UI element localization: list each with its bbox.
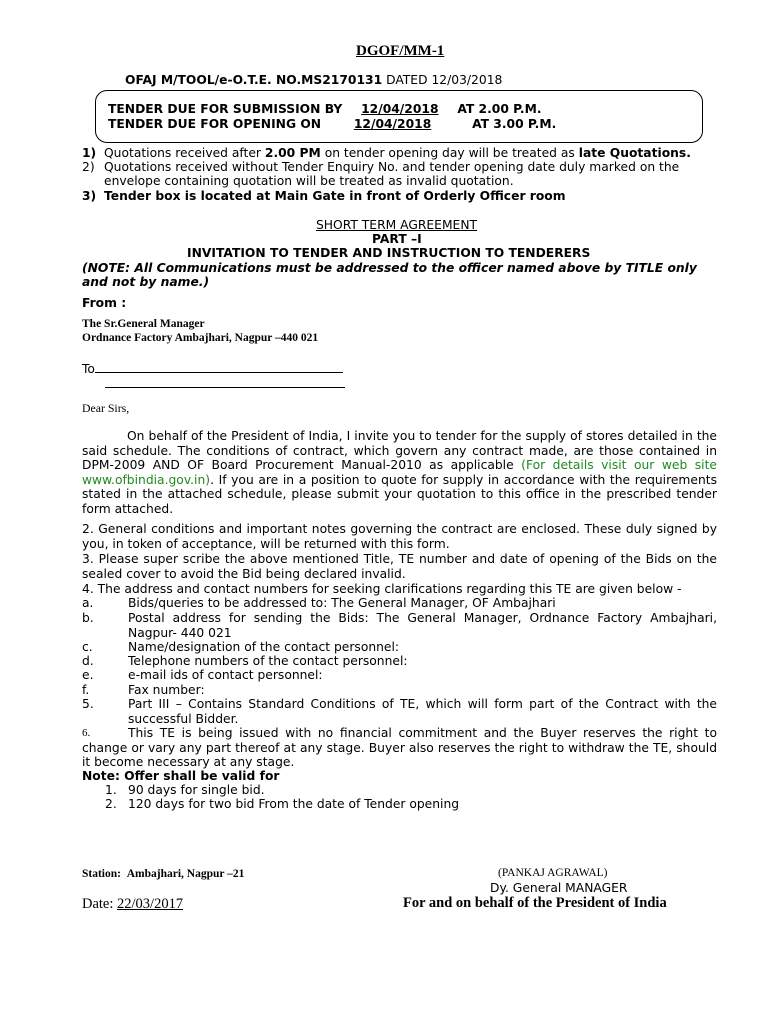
contact-key-a: a. [82,596,94,610]
contact-key-d: d. [82,654,94,668]
date-label: Date: [82,896,114,912]
to-line-2 [105,375,345,391]
from-line1: The Sr.General Manager [82,318,205,330]
dated-value: 12/03/2018 [431,73,503,87]
body-paragraph-4: 4. The address and contact numbers for seeking clarifications regarding this TE are given below - [82,582,682,596]
submission-line [108,102,542,116]
agreement-title: SHORT TERM AGREEMENT [316,218,478,232]
note-2-line2: envelope containing quotation will be treated as invalid quotation. [104,174,514,188]
note-3: Tender box is located at Main Gate in front of Orderly Officer room [104,189,566,203]
note-line1: (NOTE: All Communications must be addressed to the officer named above by TITLE only [82,261,697,275]
contact-key-c: c. [82,640,93,654]
signatory-name: (PANKAJ AGRAWAL) [498,867,608,879]
validity-key-2: 2. [105,797,117,811]
contact-item-c: Name/designation of the contact personnel: [128,640,400,654]
contact-key-e: e. [82,668,94,682]
salutation: Dear Sirs, [82,401,130,415]
opening-label: TENDER DUE FOR OPENING ON [108,117,322,131]
opening-date: 12/04/2018 [353,117,432,131]
submission-time: AT 2.00 P.M. [457,102,542,116]
from-label: From : [82,296,127,310]
item-6: This TE is being issued with no financial commitment and the Buyer reserves the right to change or vary any part thereof at any stage. Buyer also reserves the right to withdraw the TE, should it become necessary at any stage. [82,726,717,770]
opening-line [108,117,556,131]
station-label: Station: [82,868,121,880]
contact-item-f: Fax number: [128,683,205,697]
submission-label: TENDER DUE FOR SUBMISSION BY [108,102,343,116]
note-3-num: 3) [82,189,97,203]
date-line [82,896,183,913]
form-number: DGOF/MM-1 [356,43,445,59]
reference-number: OFAJ M/TOOL/e-O.T.E. NO.MS2170131 [125,73,383,87]
to-blank-2 [105,375,345,388]
validity-heading: Note: Offer shall be valid for [82,769,280,783]
contact-item-d: Telephone numbers of the contact personnel: [128,654,408,668]
to-label: To [82,362,95,376]
contact-item-e: e-mail ids of contact personnel: [128,668,323,682]
body-paragraph-3: 3. Please super scribe the above mentioned Title, TE number and date of opening of the Bids on the sealed cover to avoid the Bid being declared invalid. [82,552,717,581]
validity-key-1: 1. [105,783,117,797]
body-paragraph-1: On behalf of the President of India, I invite you to tender for the supply of stores detailed in the said schedule. The conditions of contract, which govern any contract made, are those contained in DPM-2009 AND OF Board Procurement Manual-2010 as applicable (For details visit our web site www.ofbindia.gov.in). If you are in a position to quote for supply in accordance with the requirements stated in the attached schedule, please submit your quotation to this office in the prescribed tender form attached. [82,429,717,516]
station-value: Ambajhari, Nagpur –21 [126,868,245,880]
contact-key-5: 5. [82,697,94,711]
contact-item-b: Postal address for sending the Bids: The General Manager, Ordnance Factory Ambajhari, Nagpur- 440 021 [128,611,717,640]
validity-item-1: 90 days for single bid. [128,783,265,797]
contact-item-5: Part III – Contains Standard Conditions of TE, which will form part of the Contract with the successful Bidder. [128,697,717,726]
submission-date: 12/04/2018 [361,102,439,116]
part-title: PART –I [372,232,422,246]
note-2-line1: Quotations received without Tender Enquiry No. and tender opening date duly marked on the [104,160,680,174]
contact-item-a: Bids/queries to be addressed to: The General Manager, OF Ambajhari [128,596,556,610]
invitation-title: INVITATION TO TENDER AND INSTRUCTION TO TENDERERS [187,246,591,260]
behalf-line: For and on behalf of the President of India [403,895,667,911]
website-reference: (For details visit our web site www.ofbindia.gov.in) [82,458,717,487]
date-value: 22/03/2017 [117,896,184,912]
note-2-num: 2) [82,160,95,174]
from-line2: Ordnance Factory Ambajhari, Nagpur –440 021 [82,332,319,344]
station-line [82,868,244,880]
item-6-num: 6. [82,727,91,739]
contact-key-f: f. [82,683,90,697]
note-1-num: 1) [82,146,97,160]
note-1: Quotations received after 2.00 PM on tender opening day will be treated as late Quotations. [104,146,691,160]
body-paragraph-2: 2. General conditions and important notes governing the contract are enclosed. These duly signed by you, in token of acceptance, will be returned with this form. [82,522,717,551]
validity-item-2: 120 days for two bid From the date of Tender opening [128,797,460,811]
signatory-designation: Dy. General MANAGER [490,881,628,895]
opening-time: AT 3.00 P.M. [472,117,557,131]
reference-line [125,73,502,87]
contact-key-b: b. [82,611,94,625]
to-blank [95,360,343,373]
to-line [82,360,343,376]
dated-label: DATED [386,73,428,87]
note-line2: and not by name.) [82,275,210,289]
